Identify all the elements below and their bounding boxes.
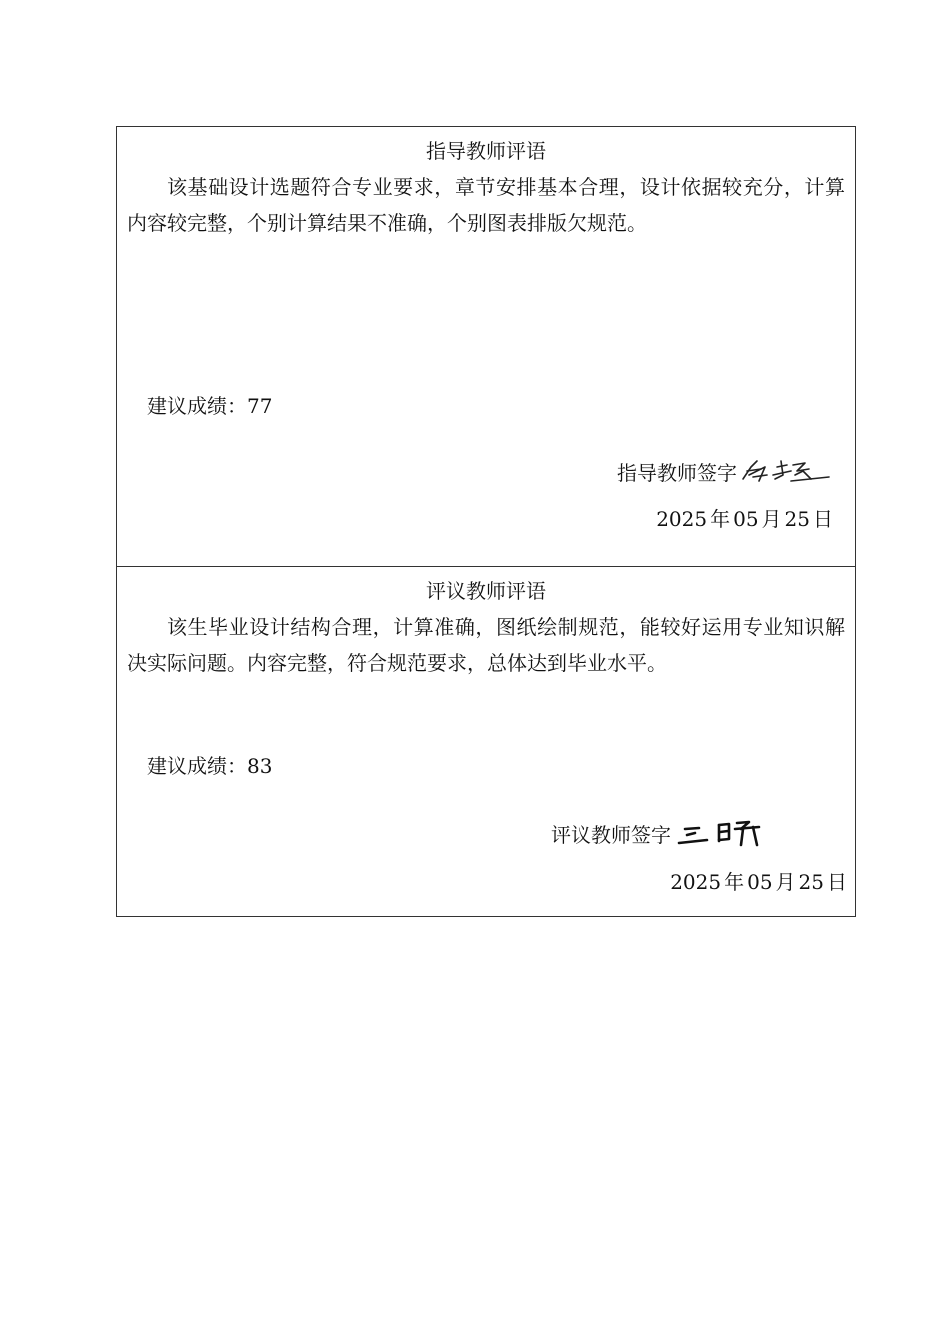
evaluation-form-table — [116, 126, 856, 917]
reviewer-signature-label: 评议教师签字 — [551, 823, 671, 847]
reviewer-date-year-unit: 年 — [724, 870, 745, 894]
advisor-comment-section — [117, 127, 855, 567]
reviewer-date-day: 25 — [798, 870, 824, 894]
advisor-grade-value: 77 — [247, 394, 273, 418]
advisor-date-year-unit: 年 — [710, 507, 731, 531]
advisor-signature-label: 指导教师签字 — [617, 461, 737, 485]
advisor-signature-date — [656, 505, 833, 533]
advisor-comment-text: 该基础设计选题符合专业要求，章节安排基本合理，设计依据较充分，计算内容较完整，个别计算结果不准确，个别图表排版欠规范。 — [127, 175, 845, 235]
reviewer-handwritten-signature — [673, 815, 765, 849]
advisor-date-year: 2025 — [656, 507, 708, 531]
reviewer-date-year: 2025 — [670, 870, 722, 894]
advisor-suggested-grade — [147, 392, 272, 420]
advisor-handwritten-signature — [739, 453, 833, 487]
advisor-signature-row — [617, 453, 833, 487]
reviewer-comment-text: 该生毕业设计结构合理，计算准确，图纸绘制规范，能较好运用专业知识解决实际问题。内容完整，符合规范要求，总体达到毕业水平。 — [127, 615, 845, 675]
reviewer-date-month-unit: 月 — [775, 870, 796, 894]
reviewer-comment-section — [117, 567, 855, 916]
reviewer-signature-row — [551, 815, 765, 849]
advisor-date-day-unit: 日 — [813, 507, 833, 531]
advisor-section-title: 指导教师评语 — [426, 139, 546, 163]
reviewer-suggested-grade — [147, 752, 272, 780]
advisor-grade-label: 建议成绩： — [147, 394, 247, 418]
reviewer-date-month: 05 — [747, 870, 773, 894]
reviewer-grade-value: 83 — [247, 754, 273, 778]
reviewer-signature-date — [670, 868, 847, 896]
advisor-date-month-unit: 月 — [761, 507, 782, 531]
reviewer-date-day-unit: 日 — [827, 870, 847, 894]
advisor-date-month: 05 — [733, 507, 759, 531]
reviewer-grade-label: 建议成绩： — [147, 754, 247, 778]
advisor-date-day: 25 — [784, 507, 810, 531]
reviewer-section-title: 评议教师评语 — [426, 579, 546, 603]
